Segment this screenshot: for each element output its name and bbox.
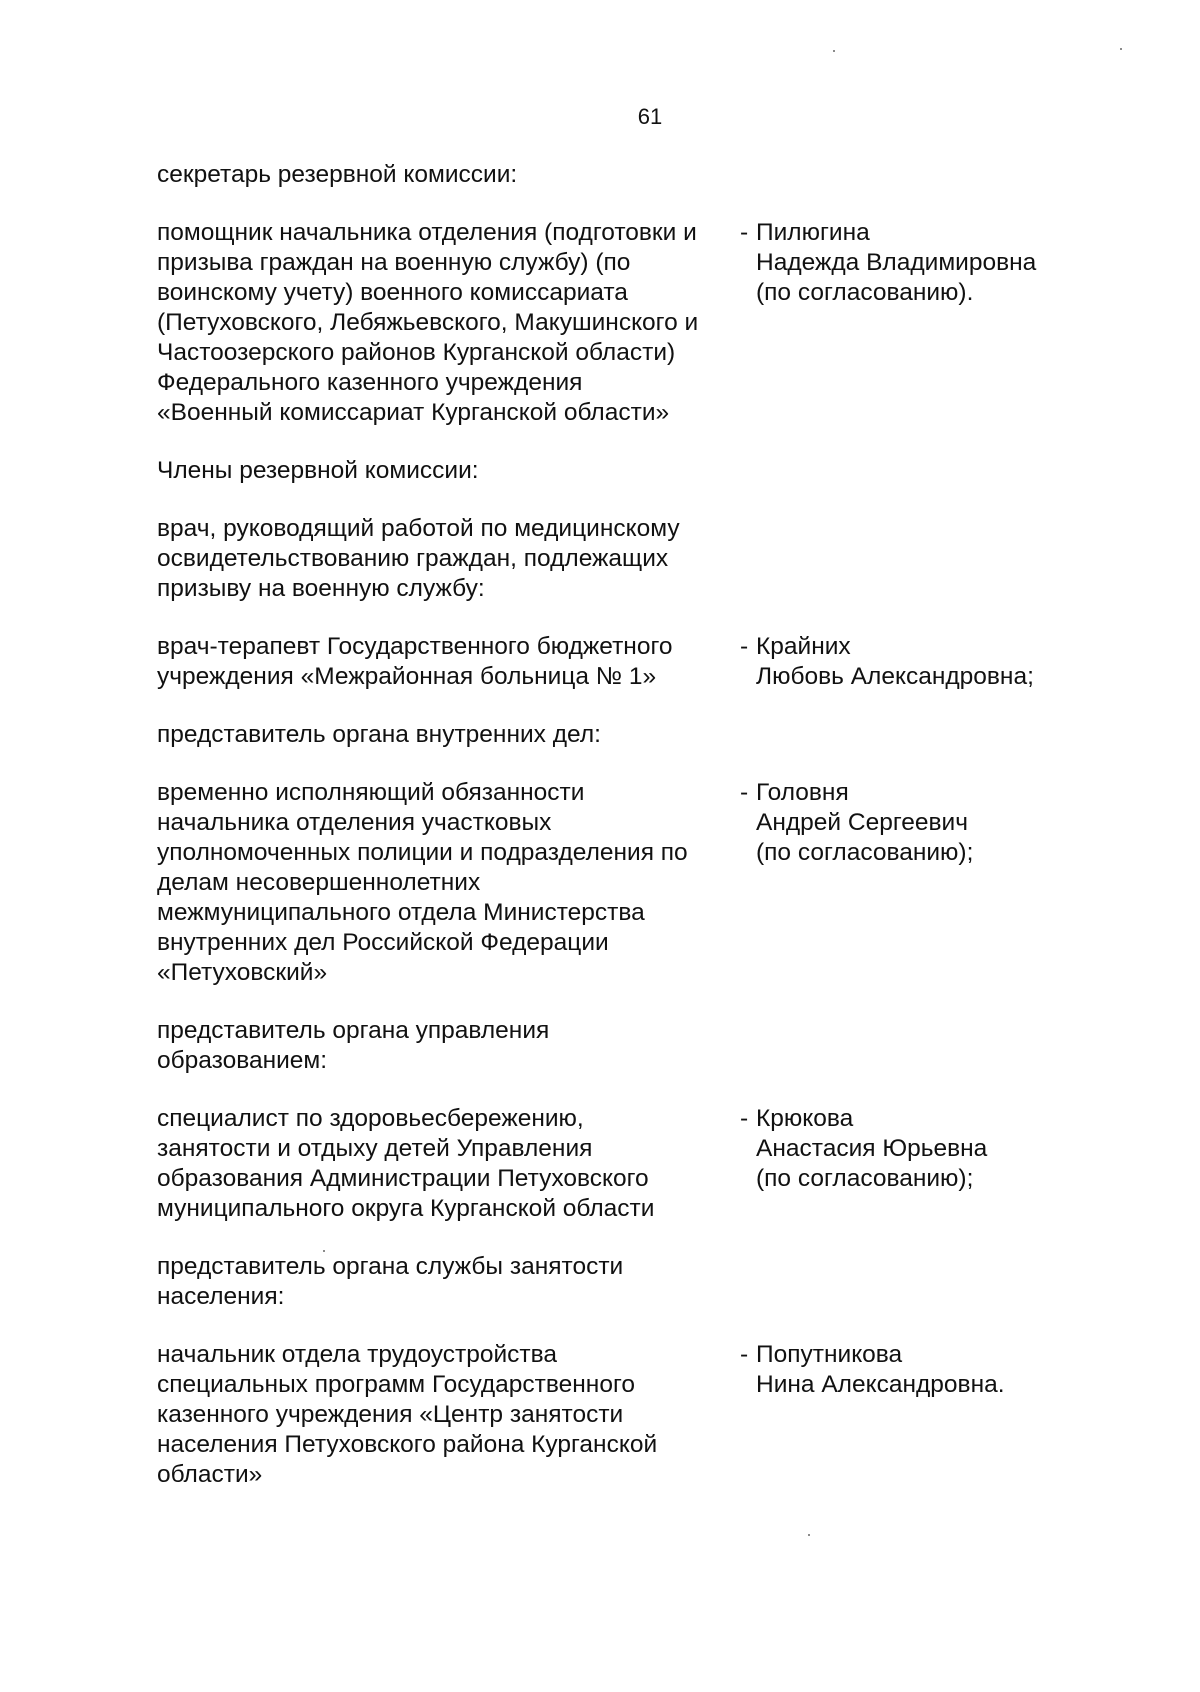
scan-speck	[808, 1534, 810, 1536]
section-label-education: представитель органа управления образованием:	[157, 1017, 550, 1074]
member-position: начальник отдела трудоустройства специальных программ Государственного казенного учреждения «Центр занятости населения Петуховского района Курганской области»	[157, 1341, 658, 1488]
member-name: Головня Андрей Сергеевич (по согласованию);	[756, 779, 974, 866]
scan-speck	[323, 1250, 325, 1252]
member-entry-secretary	[157, 218, 1077, 428]
section-label-internal-affairs: представитель органа внутренних дел:	[157, 721, 601, 748]
dash-separator: -	[740, 1341, 749, 1368]
page-number: 61	[637, 104, 663, 129]
commission-list	[157, 160, 1077, 1518]
section-label-secretary: секретарь резервной комиссии:	[157, 161, 518, 188]
member-name: Попутникова Нина Александровна.	[756, 1341, 1005, 1398]
member-entry-employment	[157, 1340, 1077, 1490]
section-label-doctor: врач, руководящий работой по медицинскому освидетельствованию граждан, подлежащих призыву на военную службу:	[157, 515, 680, 602]
section-label-members: Члены резервной комиссии:	[157, 457, 479, 484]
member-position: помощник начальника отделения (подготовки и призыва граждан на военную службу) (по воинскому учету) военного комиссариата (Петуховского, Лебяжьевского, Макушинского и Частоозерского районов Курганской области) Федерального казенного учреждения «Военный комиссариат Курганской области»	[157, 219, 699, 426]
member-name: Пилюгина Надежда Владимировна (по согласованию).	[756, 219, 1037, 306]
member-name: Крайних Любовь Александровна;	[756, 633, 1034, 690]
member-person	[740, 1104, 1077, 1224]
member-position: врач-терапевт Государственного бюджетного учреждения «Межрайонная больница № 1»	[157, 633, 673, 690]
scan-speck	[833, 50, 835, 52]
dash-separator: -	[740, 633, 749, 660]
member-entry-doctor	[157, 632, 1077, 692]
member-person	[740, 632, 1077, 692]
dash-separator: -	[740, 779, 749, 806]
member-person	[740, 218, 1077, 428]
member-entry-education	[157, 1104, 1077, 1224]
member-person	[740, 1340, 1077, 1490]
dash-separator: -	[740, 1105, 749, 1132]
member-position: временно исполняющий обязанности начальника отделения участковых уполномоченных полиции и подразделения по делам несовершеннолетних межмуниципального отдела Министерства внутренних дел Российской Федерации «Петуховский»	[157, 779, 688, 986]
member-person	[740, 778, 1077, 988]
scan-speck	[1120, 48, 1122, 50]
member-position: специалист по здоровьесбережению, занятости и отдыху детей Управления образования Администрации Петуховского муниципального округа Курганской области	[157, 1105, 655, 1222]
section-label-employment: представитель органа службы занятости населения:	[157, 1253, 624, 1310]
dash-separator: -	[740, 219, 749, 246]
member-entry-police	[157, 778, 1077, 988]
member-name: Крюкова Анастасия Юрьевна (по согласованию);	[756, 1105, 988, 1192]
